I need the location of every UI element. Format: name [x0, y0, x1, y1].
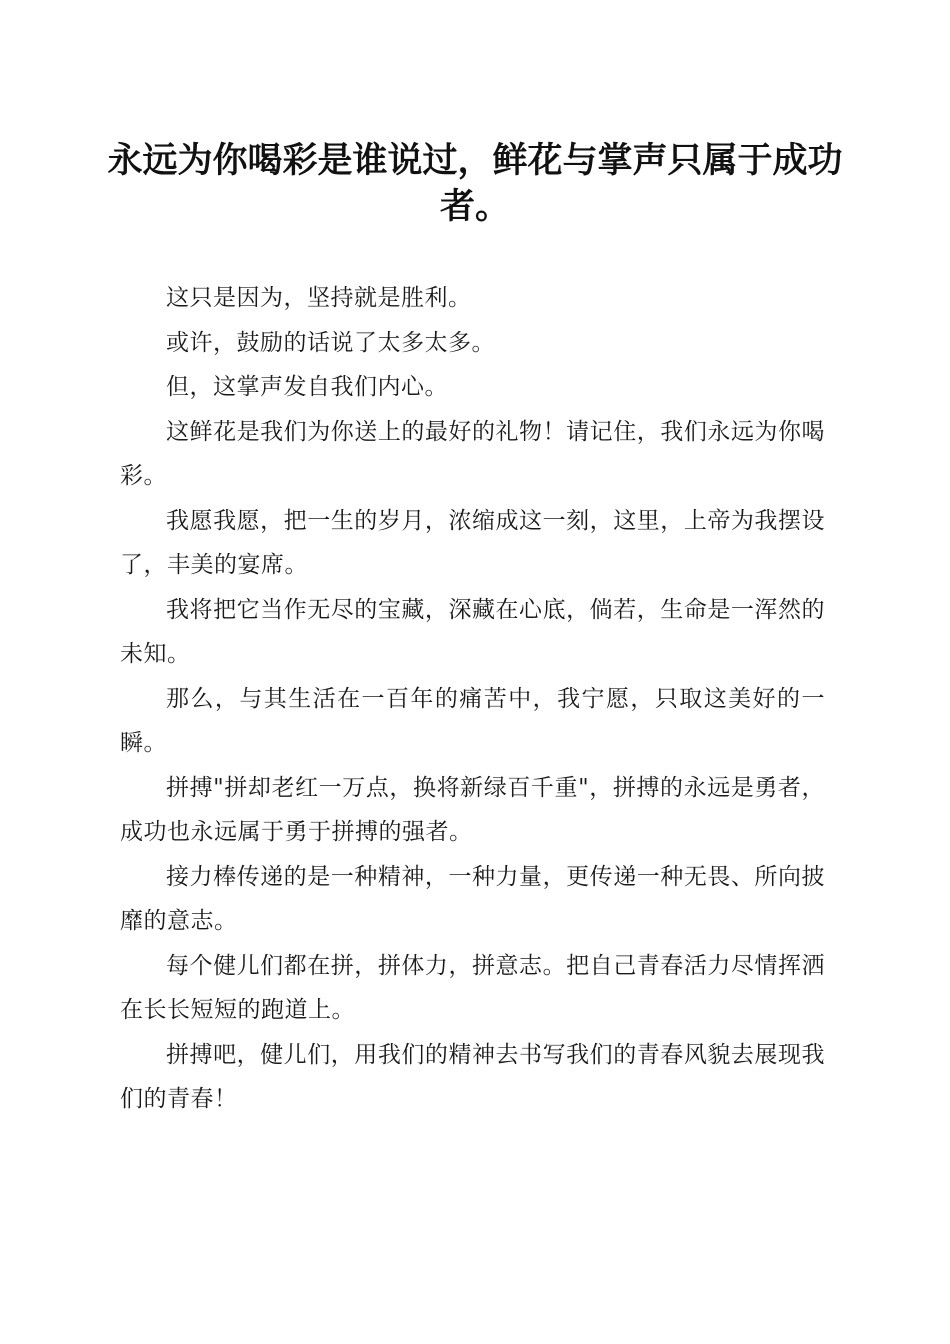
paragraph: 这鲜花是我们为你送上的最好的礼物！请记住，我们永远为你喝彩。 [120, 418, 825, 489]
document-title: 永远为你喝彩是谁说过，鲜花与掌声只属于成功者。 [107, 140, 843, 227]
paragraph: 我愿我愿，把一生的岁月，浓缩成这一刻，这里，上帝为我摆设了，丰美的宴席。 [120, 507, 825, 578]
paragraph: 但，这掌声发自我们内心。 [166, 374, 448, 400]
paragraph: 拼搏"拼却老红一万点，换将新绿百千重"，拼搏的永远是勇者，成功也永远属于勇于拼搏的强者。 [120, 774, 825, 845]
paragraph: 拼搏吧，健儿们，用我们的精神去书写我们的青春风貌去展现我们的青春！ [120, 1041, 825, 1112]
paragraph: 我将把它当作无尽的宝藏，深藏在心底，倘若，生命是一浑然的未知。 [120, 596, 825, 667]
document-body [120, 276, 825, 1122]
paragraph: 那么，与其生活在一百年的痛苦中，我宁愿，只取这美好的一瞬。 [120, 685, 825, 756]
paragraph: 这只是因为，坚持就是胜利。 [166, 285, 472, 311]
paragraph: 接力棒传递的是一种精神，一种力量，更传递一种无畏、所向披靡的意志。 [120, 863, 825, 934]
paragraph: 每个健儿们都在拼，拼体力，拼意志。把自己青春活力尽情挥洒在长长短短的跑道上。 [120, 952, 825, 1023]
paragraph: 或许，鼓励的话说了太多太多。 [166, 329, 495, 356]
